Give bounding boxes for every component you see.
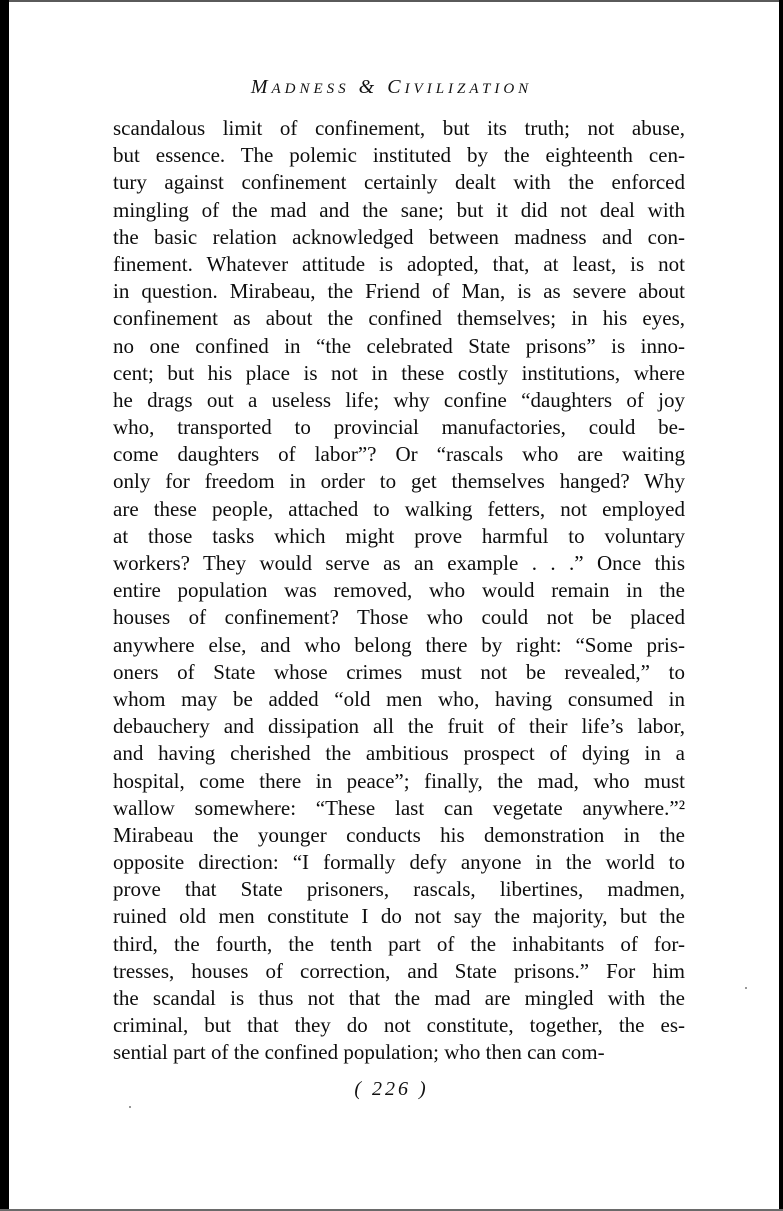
text-line: oners of State whose crimes must not be revealed,” to	[113, 659, 685, 684]
text-line: scandalous limit of confinement, but its truth; not abuse,	[113, 116, 685, 140]
text-line: anywhere else, and who belong there by right: “Some pris-	[113, 632, 685, 657]
text-line: third, the fourth, the tenth part of the inhabitants of for-	[113, 931, 685, 956]
running-head-small-1: ADNESS	[271, 81, 350, 97]
text-line: workers? They would serve as an example . . .” Once this	[113, 551, 685, 575]
text-line: cent; but his place is not in these costly institutions, where	[113, 360, 685, 385]
text-line: in question. Mirabeau, the Friend of Man, is as severe about	[113, 279, 685, 304]
text-line: tresses, houses of correction, and State prisons.” For him	[113, 958, 685, 983]
scan-edge-left	[0, 0, 9, 1211]
text-line: who, transported to provincial manufactories, could be-	[113, 415, 685, 440]
text-line: come daughters of labor”? Or “rascals who are waiting	[113, 442, 685, 467]
text-line: finement. Whatever attitude is adopted, that, at least, is not	[113, 251, 685, 276]
text-line: entire population was removed, who would remain in the	[113, 578, 685, 603]
scan-edge-right	[779, 0, 783, 1211]
text-line: the basic relation acknowledged between madness and con-	[113, 224, 685, 249]
text-line: Mirabeau the younger conducts his demonstration in the	[113, 822, 685, 847]
scan-speck	[745, 987, 747, 989]
text-line: are these people, attached to walking fetters, not employed	[113, 496, 685, 521]
page-number: ( 226 )	[354, 1078, 429, 1100]
text-line: wallow somewhere: “These last can vegetate anywhere.”²	[113, 795, 685, 820]
text-line: at those tasks which might prove harmful to voluntary	[113, 523, 685, 548]
text-line: prove that State prisoners, rascals, libertines, madmen,	[113, 877, 685, 902]
text-line: only for freedom in order to get themselves hanged? Why	[113, 469, 685, 494]
text-line: and having cherished the ambitious prospect of dying in a	[113, 741, 685, 766]
text-line: hospital, come there in peace”; finally, the mad, who must	[113, 768, 685, 793]
text-line: mingling of the mad and the sane; but it did not deal with	[113, 197, 685, 222]
text-line: ruined old men constitute I do not say the majority, but the	[113, 904, 685, 929]
running-head-cap-2: C	[387, 76, 405, 98]
text-line: but essence. The polemic instituted by the eighteenth cen-	[113, 143, 685, 168]
running-head-cap-1: M	[250, 76, 272, 98]
body-text	[113, 115, 685, 1067]
text-line: opposite direction: “I formally defy anyone in the world to	[113, 850, 685, 875]
text-line: houses of confinement? Those who could not be placed	[113, 605, 685, 630]
text-line: he drags out a useless life; why confine “daughters of joy	[113, 387, 685, 412]
text-line: debauchery and dissipation all the fruit of their life’s labor,	[113, 714, 685, 739]
scan-edge-top	[0, 0, 783, 2]
text-line: confinement as about the confined themselves; in his eyes,	[113, 306, 685, 331]
running-head-small-2: IVILIZATION	[404, 81, 533, 97]
text-line: the scandal is thus not that the mad are mingled with the	[113, 986, 685, 1010]
running-head-ampersand: &	[349, 76, 388, 98]
text-line: no one confined in “the celebrated State prisons” is inno-	[113, 333, 685, 358]
running-head	[0, 76, 783, 99]
text-line: tury against confinement certainly dealt with the enforced	[113, 170, 685, 195]
text-line: whom may be added “old men who, having consumed in	[113, 686, 685, 711]
text-line: sential part of the confined population; who then can com-	[113, 1040, 605, 1065]
text-line: criminal, but that they do not constitute, together, the es-	[113, 1013, 685, 1038]
scan-speck	[129, 1106, 131, 1108]
